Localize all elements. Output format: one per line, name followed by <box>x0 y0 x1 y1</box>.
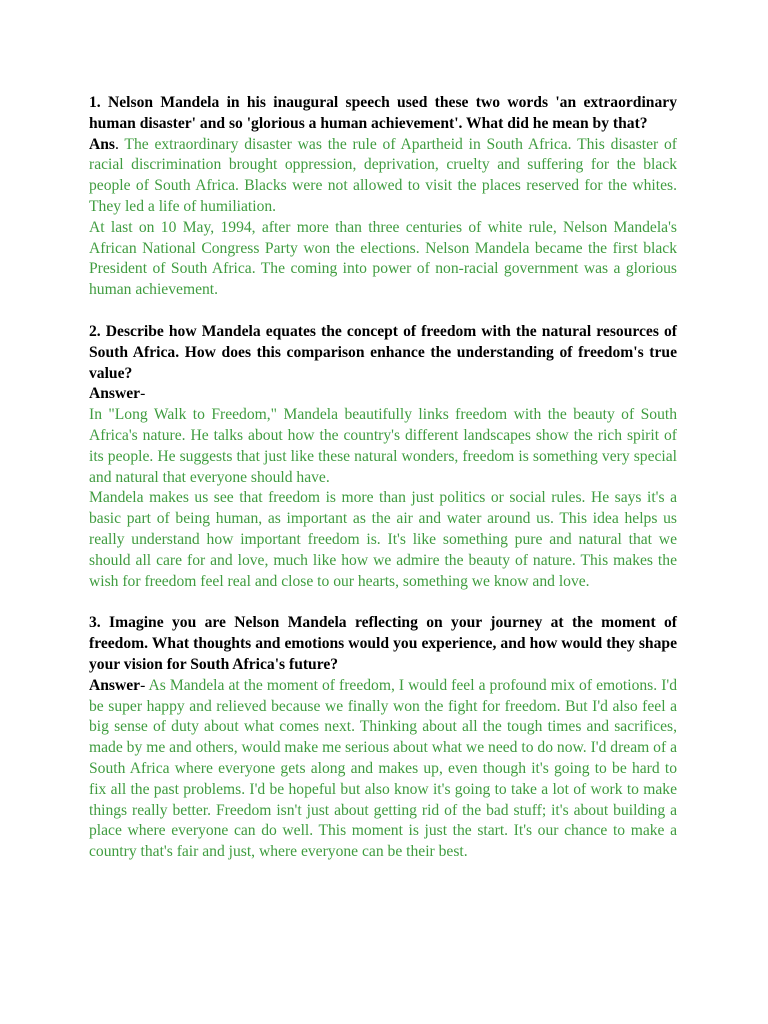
qa-block-1 <box>89 93 677 301</box>
qa-block-3 <box>89 613 677 863</box>
question-1: 1. Nelson Mandela in his inaugural speech used these two words 'an extraordinary human disaster' and so 'glorious a human achievement'. What did he mean by that? <box>89 94 677 132</box>
qa-block-2 <box>89 322 677 592</box>
answer-1-paragraph-2: At last on 10 May, 1994, after more than three centuries of white rule, Nelson Mandela's African National Congress Party won the elections. Nelson Mandela became the first black President of South Africa. The coming into power of non-racial government was a glorious human achievement. <box>89 218 677 299</box>
answer-1-first-paragraph <box>89 135 677 218</box>
answer-label: Answer <box>89 385 141 403</box>
answer-2-paragraph-2: Mandela makes us see that freedom is more than just politics or social rules. He says it's a basic part of being human, as important as the air and water around us. This idea helps us really understand how important freedom is. It's like something pure and natural that we should all care for and love, much like how we admire the beauty of nature. This makes the wish for freedom feel real and close to our hearts, something we know and love. <box>89 489 677 590</box>
answer-label-separator: . <box>115 135 125 153</box>
answer-2-label-line <box>89 384 677 405</box>
answer-label-separator: - <box>140 385 146 403</box>
answer-2-paragraph-1: In "Long Walk to Freedom," Mandela beautifully links freedom with the beauty of South Africa's nature. He talks about how the country's different landscapes show the rich spirit of its people. He suggests that just like these natural wonders, freedom is something very special and natural that everyone should have. <box>89 406 677 486</box>
answer-label: Ans <box>89 135 116 153</box>
answer-3-first-paragraph <box>89 676 677 863</box>
question-3: 3. Imagine you are Nelson Mandela reflecting on your journey at the moment of freedom. What thoughts and emotions would you experience, and how would they shape your vision for South Africa's future? <box>89 614 677 673</box>
document-page <box>89 93 677 884</box>
question-2: 2. Describe how Mandela equates the concept of freedom with the natural resources of South Africa. How does this comparison enhance the understanding of freedom's true value? <box>89 322 677 382</box>
answer-label-separator: - <box>140 676 149 694</box>
answer-text: The extraordinary disaster was the rule of Apartheid in South Africa. This disaster of racial discrimination brought oppression, deprivation, cruelty and suffering for the black people of South Africa. Blacks were not allowed to visit the places reserved for the whites. They led a life of humiliation. <box>89 135 677 215</box>
answer-label: Answer <box>89 676 141 694</box>
answer-text: As Mandela at the moment of freedom, I would feel a profound mix of emotions. I'd be super happy and relieved because we finally won the fight for freedom. But I'd also feel a big sense of duty about what comes next. Thinking about all the tough times and sacrifices, made by me and others, would make me serious about what we need to do now. I'd dream of a South Africa where everyone gets along and makes up, even though it's going to be hard to fix all the past problems. I'd be hopeful but also know it's going to take a lot of work to make things really better. Freedom isn't just about getting rid of the bad stuff; it's about building a place where everyone can do well. This moment is just the start. It's our chance to make a country that's fair and just, where everyone can be their best. <box>89 676 677 861</box>
